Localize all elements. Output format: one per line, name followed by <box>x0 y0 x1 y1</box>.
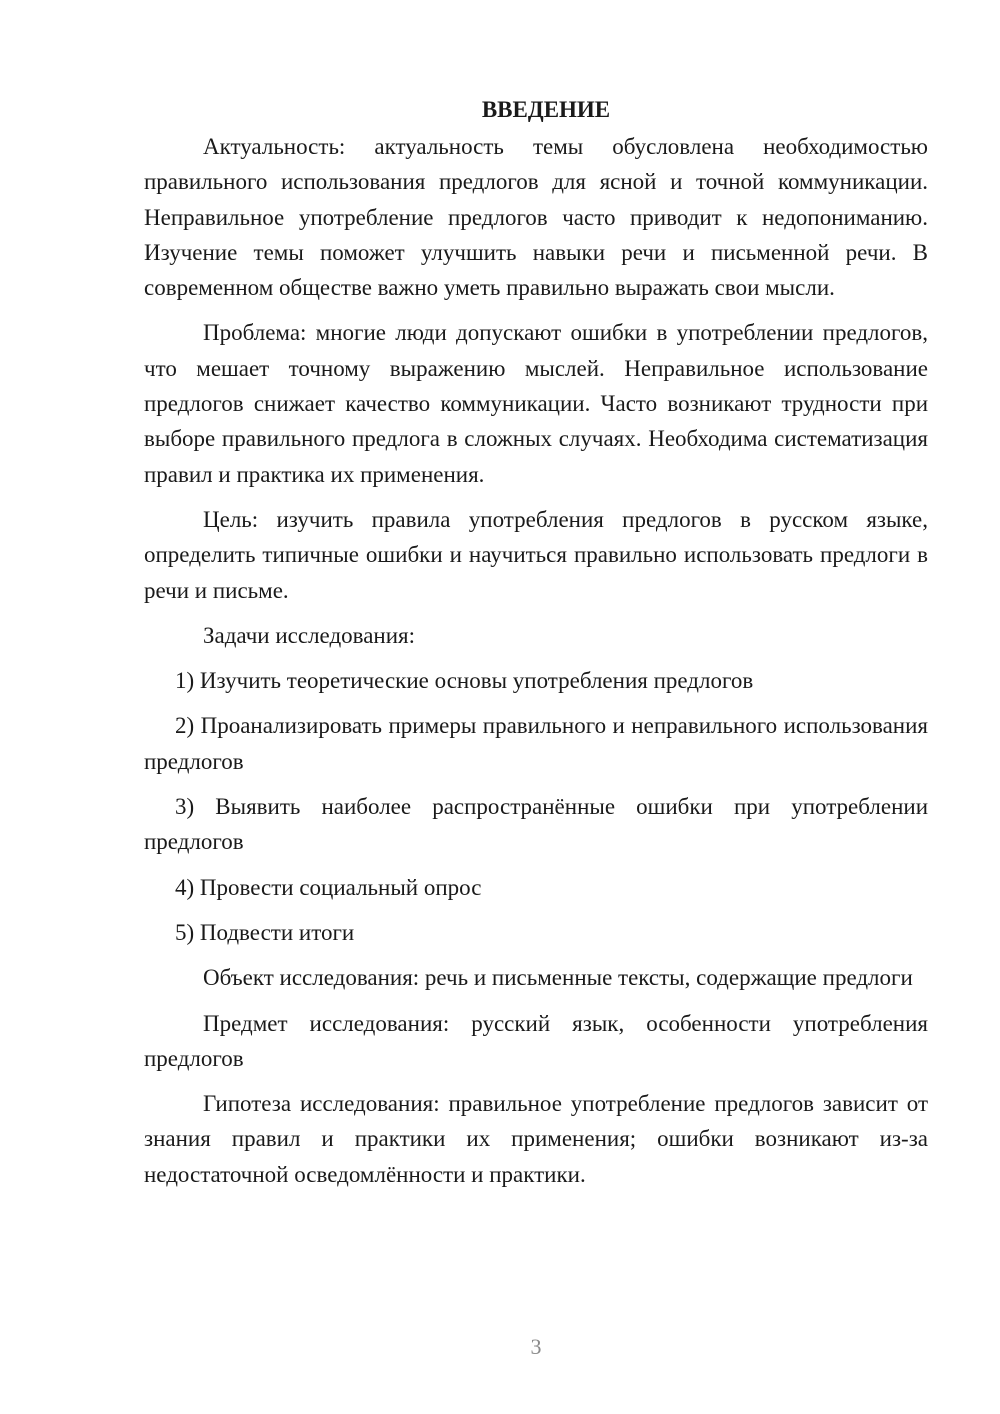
hypothesis-paragraph: Гипотеза исследования: правильное употребление предлогов зависит от знания правил и практики их применения; ошибки возникают из-за недостаточной осведомлённости и практики. <box>144 1091 928 1187</box>
subject-paragraph: Предмет исследования: русский язык, особенности употребления предлогов <box>144 1010 928 1071</box>
page-number: 3 <box>530 1334 542 1359</box>
page-title: ВВЕДЕНИЕ <box>481 97 611 122</box>
task-item-4: 4) Провести социальный опрос <box>175 874 482 900</box>
problem-paragraph: Проблема: многие люди допускают ошибки в употреблении предлогов, что мешает точному выражению мыслей. Неправильное использование предлогов снижает качество коммуникации. Часто возникают трудности при выборе правильного предлога в сложных случаях. Необходима систематизация правил и практика их применения. <box>144 320 928 487</box>
object-paragraph: Объект исследования: речь и письменные тексты, содержащие предлоги <box>203 965 913 991</box>
goal-paragraph: Цель: изучить правила употребления предлогов в русском языке, определить типичные ошибки и научиться правильно использовать предлоги в речи и письме. <box>144 506 928 603</box>
relevance-paragraph: Актуальность: актуальность темы обусловлена необходимостью правильного использования предлогов для ясной и точной коммуникации. Неправильное употребление предлогов часто приводит к недопониманию. Изучение темы поможет улучшить навыки речи и письменной речи. В современном обществе важно уметь правильно выражать свои мысли. <box>144 134 928 301</box>
task-item-2: 2) Проанализировать примеры правильного и неправильного использования предлогов <box>144 713 928 774</box>
task-item-1: 1) Изучить теоретические основы употребления предлогов <box>175 668 754 694</box>
task-item-5: 5) Подвести итоги <box>175 919 355 945</box>
page-content <box>144 92 928 1202</box>
task-item-3: 3) Выявить наиболее распространённые ошибки при употреблении предлогов <box>144 794 928 855</box>
tasks-heading: Задачи исследования: <box>203 622 416 648</box>
